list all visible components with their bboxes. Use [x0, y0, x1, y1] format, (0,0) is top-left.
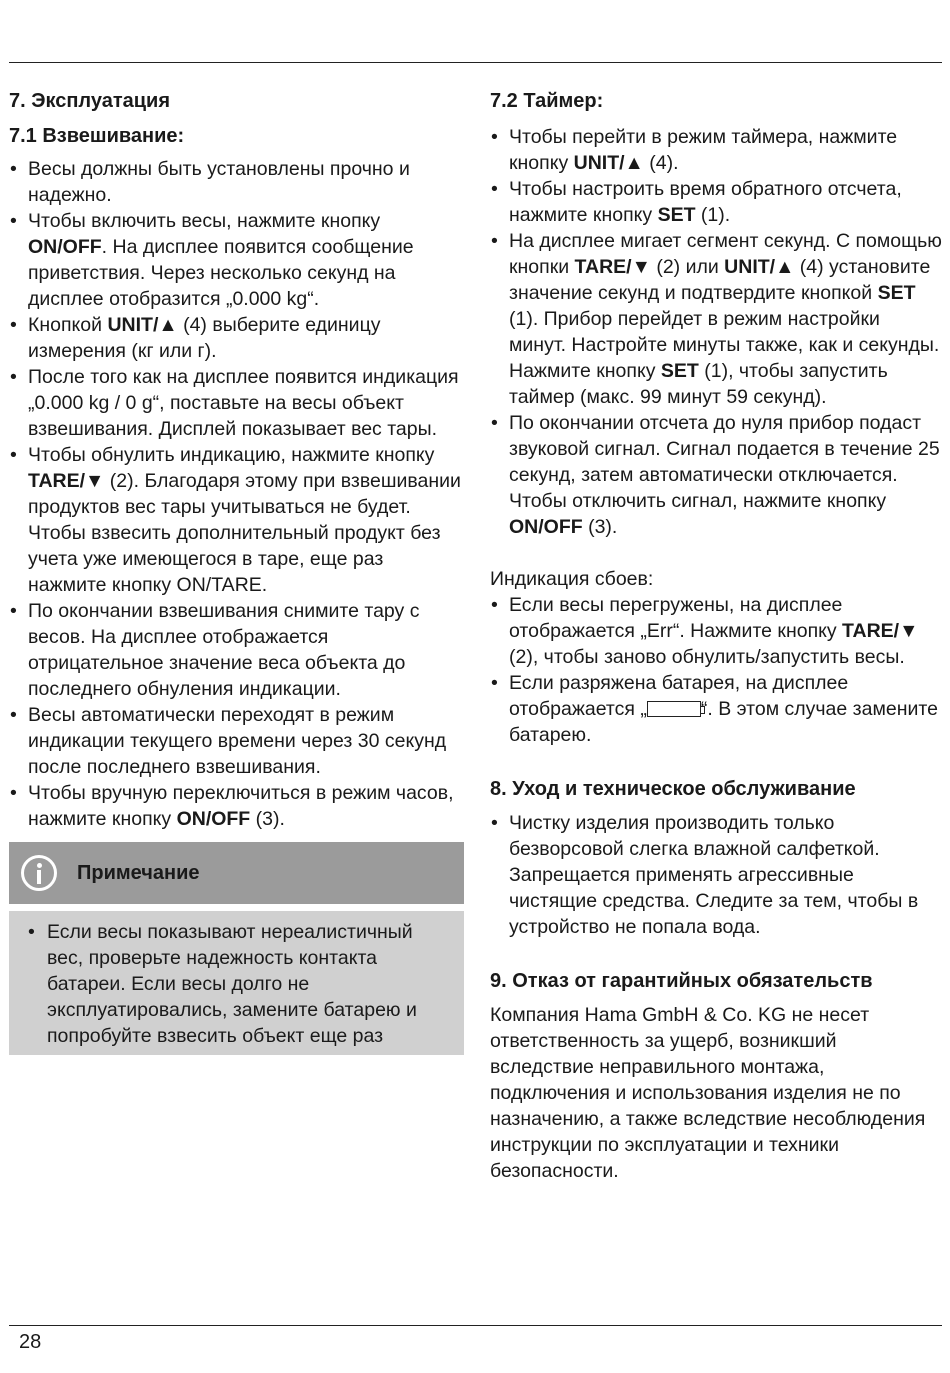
list-item: • Если разряжена батарея, на дисплее отображается „ “. В этом случае замените батарею. — [490, 670, 942, 748]
note-item: • Если весы показывают нереалистичный вес, проверьте надежность контакта батареи. Если весы долго не эксплуатировались, замените батарею и попробуйте взвесить объект еще раз — [27, 919, 452, 1049]
left-column — [9, 88, 464, 1055]
page-number: 28 — [19, 1331, 42, 1353]
care-list — [490, 810, 942, 940]
list-item: • Чтобы настроить время обратного отсчета, нажмите кнопку SET (1). — [490, 176, 942, 228]
top-rule — [9, 62, 942, 63]
info-icon — [21, 855, 57, 891]
list-item: • Чтобы перейти в режим таймера, нажмите кнопку UNIT/▲ (4). — [490, 124, 942, 176]
list-item: • Чистку изделия производить только безворсовой слегка влажной салфеткой. Запрещается применять агрессивные чистящие средства. Следите за тем, чтобы в устройство не попала вода. — [490, 810, 942, 940]
errors-list — [490, 592, 942, 748]
list-item: • По окончании взвешивания снимите тару с весов. На дисплее отображается отрицательное значение веса объекта до последнего обнуления индикации. — [9, 598, 464, 702]
list-item: • Весы должны быть установлены прочно и надежно. — [9, 156, 464, 208]
list-item: • Чтобы обнулить индикацию, нажмите кнопку TARE/▼ (2). Благодаря этому при взвешивании продуктов вес тары учитываться не будет. Чтобы взвесить дополнительный продукт без учета уже имеющегося в таре, еще раз нажмите кнопку ON/TARE. — [9, 442, 464, 598]
section-7-heading: 7. Эксплуатация — [9, 90, 171, 112]
list-item: • После того как на дисплее появится индикация „0.000 kg / 0 g“, поставьте на весы объект взвешивания. Дисплей показывает вес тары. — [9, 364, 464, 442]
list-item: • Чтобы включить весы, нажмите кнопку ON/OFF. На дисплее появится сообщение приветствия. Через несколько секунд на дисплее отобразится „0.000 kg“. — [9, 208, 464, 312]
note-body — [9, 911, 464, 1055]
section-7-2-heading: 7.2 Таймер: — [490, 90, 604, 112]
list-item: • Весы автоматически переходят в режим индикации текущего времени через 30 секунд после последнего взвешивания. — [9, 702, 464, 780]
note-header — [9, 842, 464, 904]
list-item: • Чтобы вручную переключиться в режим часов, нажмите кнопку ON/OFF (3). — [9, 780, 464, 832]
section-7-1-heading: 7.1 Взвешивание: — [9, 125, 185, 147]
errors-label: Индикация сбоев: — [490, 568, 654, 590]
warranty-text: Компания Hama GmbH & Co. KG не несет ответственность за ущерб, возникший вследствие неправильного монтажа, подключения и использования изделия не по назначению, а также вследствие несоблюдения инструкции по эксплуатации и техники безопасности. — [490, 1004, 926, 1182]
timer-list — [490, 124, 942, 540]
battery-icon — [647, 701, 701, 717]
note-title: Примечание — [77, 862, 200, 884]
list-item: • По окончании отсчета до нуля прибор подаст звуковой сигнал. Сигнал подается в течение 25 секунд, затем автоматически отключается. Чтобы отключить сигнал, нажмите кнопку ON/OFF (3). — [490, 410, 942, 540]
bottom-rule — [9, 1325, 942, 1326]
section-8-heading: 8. Уход и техническое обслуживание — [490, 778, 856, 800]
right-column — [490, 88, 942, 1184]
list-item: • На дисплее мигает сегмент секунд. С помощью кнопки TARE/▼ (2) или UNIT/▲ (4) установите значение секунд и подтвердите кнопкой SET (1). Прибор перейдет в режим настройки минут. Настройте минуты также, как и секунды. Нажмите кнопку SET (1), чтобы запустить таймер (макс. 99 минут 59 секунд). — [490, 228, 942, 410]
section-9-heading: 9. Отказ от гарантийных обязательств — [490, 970, 873, 992]
list-item: • Если весы перегружены, на дисплее отображается „Err“. Нажмите кнопку TARE/▼ (2), чтобы заново обнулить/запустить весы. — [490, 592, 942, 670]
list-item: • Кнопкой UNIT/▲ (4) выберите единицу измерения (кг или г). — [9, 312, 464, 364]
weighing-list — [9, 156, 464, 832]
